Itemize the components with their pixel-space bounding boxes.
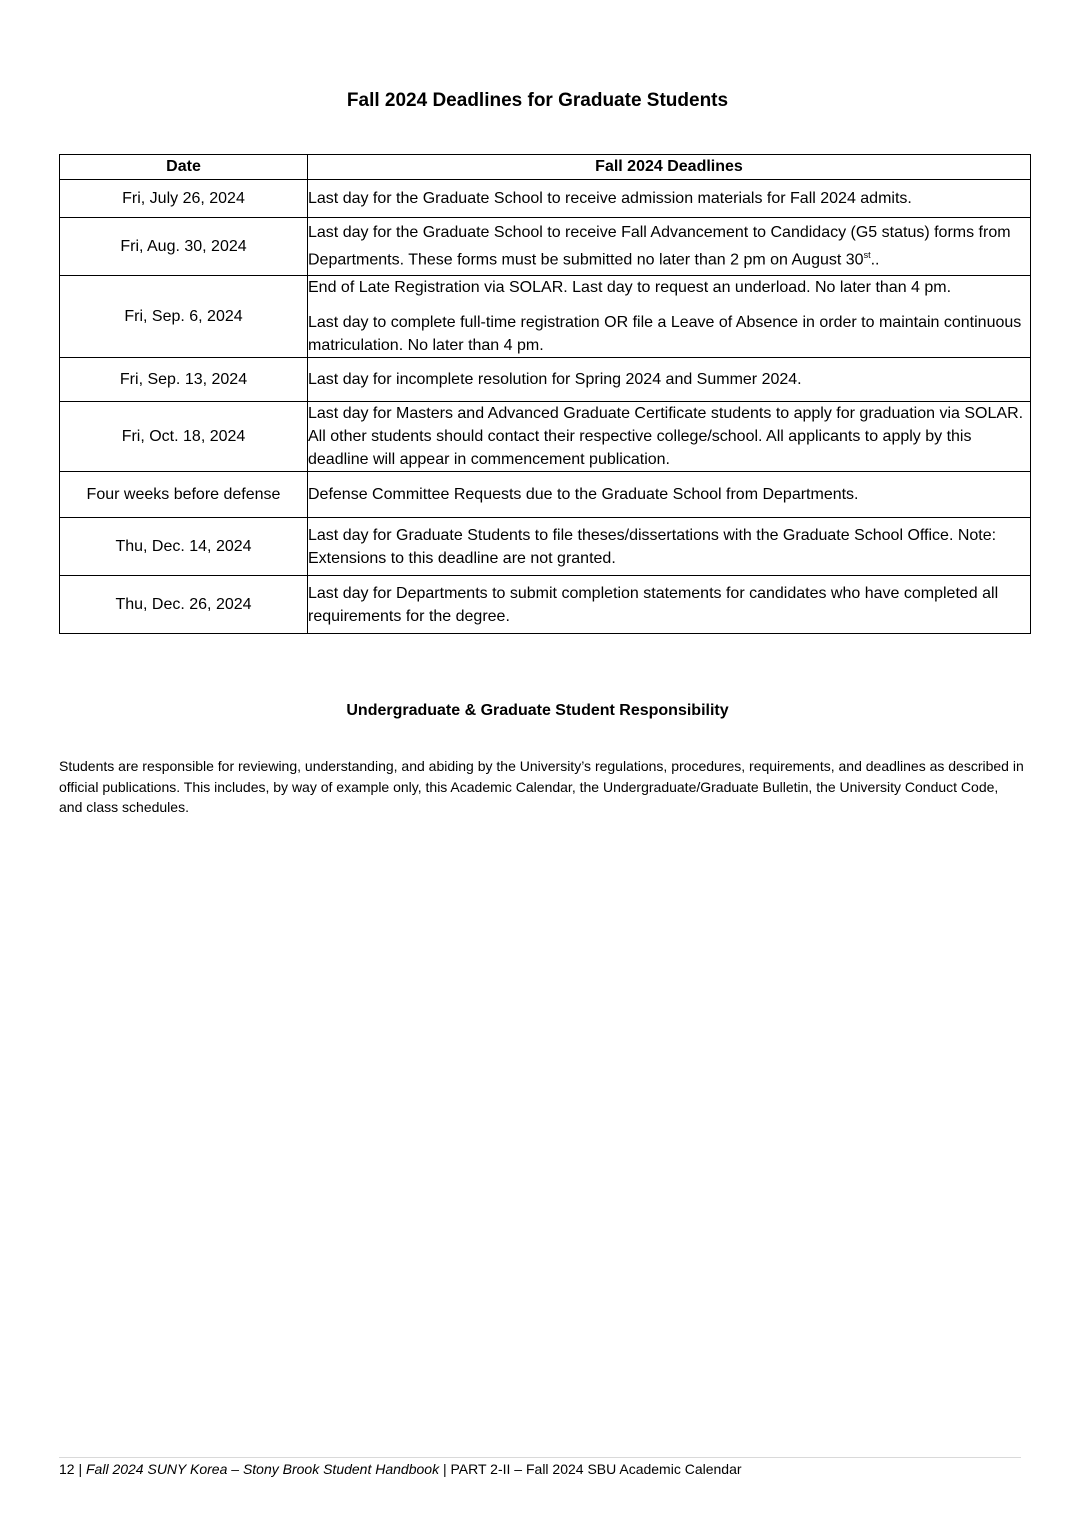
responsibility-paragraph: Students are responsible for reviewing, understanding, and abiding by the University’s regulations, procedures, requirements, and deadlines as described in official publications. This includes, by way of example only, this Academic Calendar, the Undergraduate/Graduate Bulletin, the University Conduct Code, and class schedules. bbox=[59, 758, 1024, 815]
responsibility-heading: Undergraduate & Graduate Student Responsibility bbox=[346, 702, 729, 719]
row-date: Thu, Dec. 26, 2024 bbox=[60, 576, 308, 634]
table-row bbox=[60, 576, 1031, 634]
table-row bbox=[60, 518, 1031, 576]
row-date: Fri, Aug. 30, 2024 bbox=[60, 218, 308, 276]
row-date: Fri, Sep. 6, 2024 bbox=[60, 276, 308, 358]
footer-separator: | bbox=[74, 1461, 86, 1477]
description-text: Last day for the Graduate School to receive Fall Advancement to Candidacy (G5 status) forms from Departments. These forms must be submitted no later than 2 pm on August 30st.. bbox=[308, 224, 1011, 269]
description-text: Last day for Graduate Students to file theses/dissertations with the Graduate School Office. Note: Extensions to this deadline are not granted. bbox=[308, 526, 997, 567]
table-header-row bbox=[60, 155, 1031, 180]
row-date: Fri, Sep. 13, 2024 bbox=[60, 358, 308, 402]
row-description bbox=[308, 518, 1031, 576]
row-description bbox=[308, 180, 1031, 218]
row-description bbox=[308, 276, 1031, 358]
table-row bbox=[60, 180, 1031, 218]
row-description bbox=[308, 402, 1031, 472]
table-row bbox=[60, 472, 1031, 518]
description-text: Last day for Departments to submit completion statements for candidates who have completed all requirements for the degree. bbox=[308, 584, 999, 625]
row-description bbox=[308, 358, 1031, 402]
row-date: Fri, July 26, 2024 bbox=[60, 180, 308, 218]
section-title: PART 2-II – Fall 2024 SBU Academic Calendar bbox=[450, 1461, 742, 1477]
page-footer bbox=[59, 1461, 742, 1477]
row-date: Fri, Oct. 18, 2024 bbox=[60, 402, 308, 472]
description-text: Last day to complete full-time registration OR file a Leave of Absence in order to maintain continuous matriculation. No later than 4 pm. bbox=[308, 314, 1022, 354]
page-number: 12 bbox=[59, 1461, 75, 1477]
row-date: Four weeks before defense bbox=[60, 472, 308, 518]
description-text: Last day for the Graduate School to receive admission materials for Fall 2024 admits. bbox=[308, 190, 912, 207]
table-row bbox=[60, 402, 1031, 472]
description-text: Defense Committee Requests due to the Graduate School from Departments. bbox=[308, 486, 859, 503]
column-header-date: Date bbox=[60, 155, 308, 180]
row-description bbox=[308, 576, 1031, 634]
table-row bbox=[60, 358, 1031, 402]
description-text: End of Late Registration via SOLAR. Last day to request an underload. No later than 4 pm. bbox=[308, 279, 952, 296]
footer-divider bbox=[59, 1457, 1021, 1458]
description-text: Last day for Masters and Advanced Graduate Certificate students to apply for graduation via SOLAR. All other students should contact their respective college/school. All applicants to apply by this deadline will appear in commencement publication. bbox=[308, 405, 1024, 468]
row-description bbox=[308, 472, 1031, 518]
row-description bbox=[308, 218, 1031, 276]
table-row bbox=[60, 218, 1031, 276]
row-date: Thu, Dec. 14, 2024 bbox=[60, 518, 308, 576]
description-text: Last day for incomplete resolution for Spring 2024 and Summer 2024. bbox=[308, 371, 802, 388]
handbook-title: Fall 2024 SUNY Korea – Stony Brook Student Handbook bbox=[86, 1461, 440, 1477]
column-header-deadlines: Fall 2024 Deadlines bbox=[308, 155, 1031, 180]
deadlines-table bbox=[59, 154, 1031, 634]
page-title: Fall 2024 Deadlines for Graduate Students bbox=[346, 90, 729, 111]
footer-separator: | bbox=[439, 1461, 451, 1477]
table-row bbox=[60, 276, 1031, 358]
